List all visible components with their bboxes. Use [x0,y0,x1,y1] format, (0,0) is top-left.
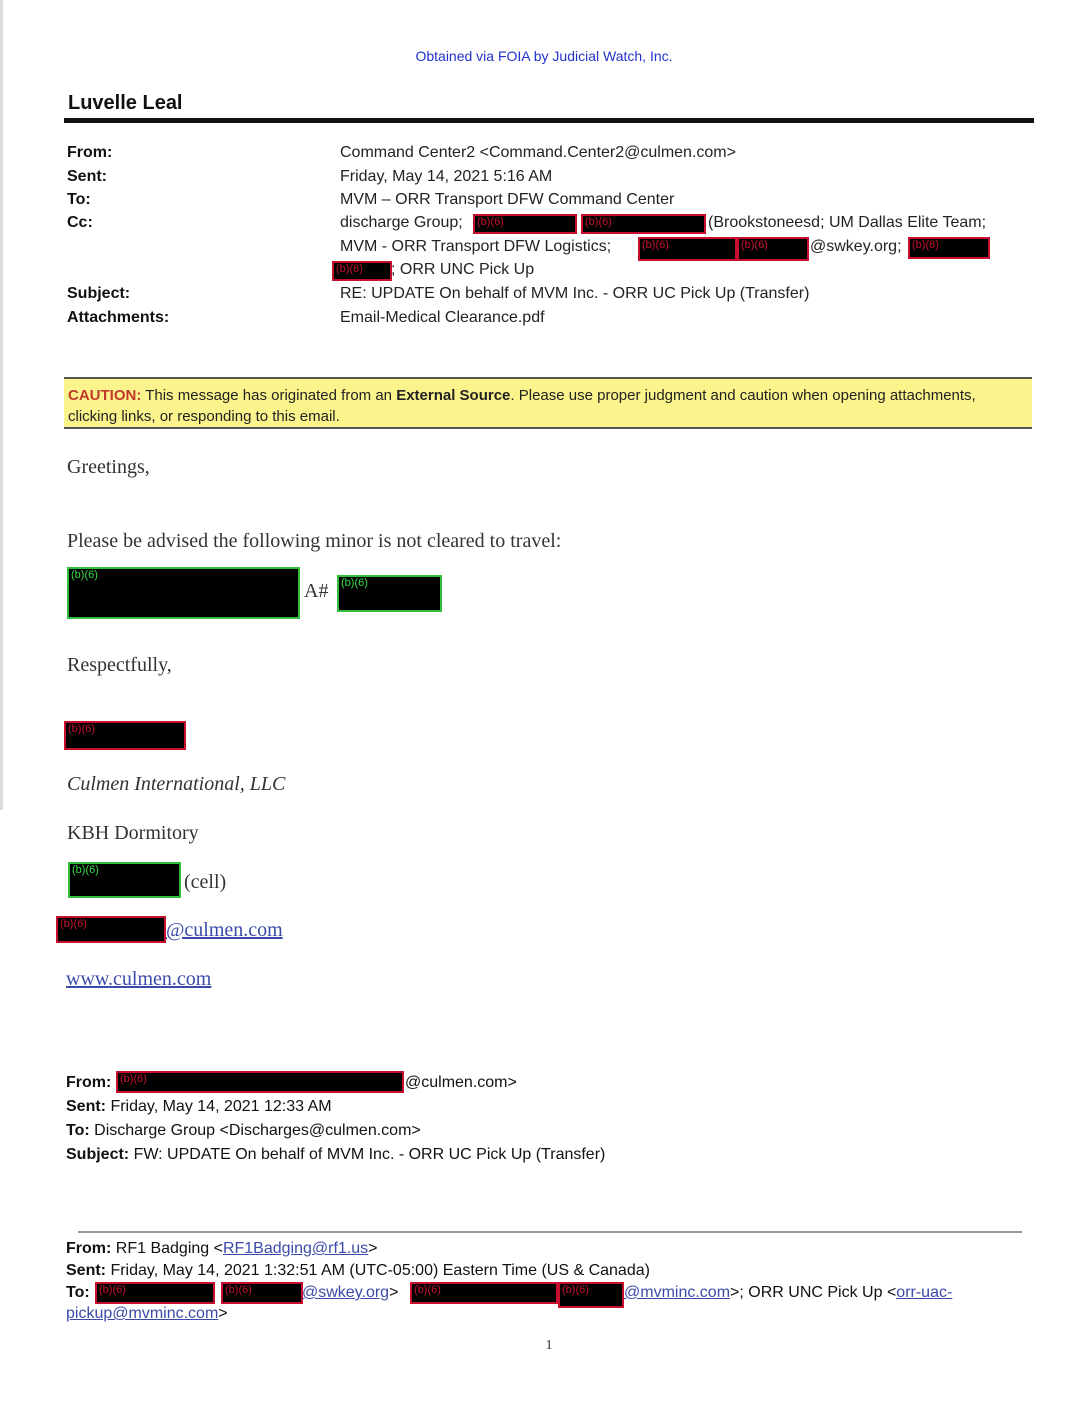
signature-email-link[interactable]: @culmen.com [166,919,283,941]
redaction-code: (b)(6) [72,864,99,876]
caution-title: CAUTION: [68,387,142,404]
redaction-code: (b)(6) [71,569,98,581]
redaction-box [908,237,990,259]
to-value: MVM – ORR Transport DFW Command Center [340,191,675,208]
fwd1-from-suffix: @culmen.com> [405,1074,517,1091]
redaction-code: (b)(6) [341,577,368,589]
dormitory-name: KBH Dormitory [67,822,199,844]
cc-line2-a: MVM - ORR Transport DFW Logistics; [340,238,612,255]
redaction-box [581,214,706,234]
external-source-caution-banner [64,377,1032,429]
attachments-label: Attachments: [67,309,170,326]
caution-text-b: . Please use proper judgment and caution when opening attachments, clicking links, or responding to this email. [68,387,976,425]
fwd2-to-continued: pickup@mvminc.com> [66,1305,228,1322]
redaction-code: (b)(6) [60,918,87,930]
from-label: From: [67,144,113,161]
redaction-box [737,237,809,261]
cc-line2-b: @swkey.org; [810,238,902,255]
redaction-code: (b)(6) [68,723,95,735]
redaction-code: (b)(6) [414,1284,441,1296]
redaction-box [64,721,186,750]
redaction-box [638,237,737,261]
redaction-box [410,1282,558,1304]
redaction-box [332,261,392,281]
redaction-box [67,567,300,619]
fwd1-sent-line: Sent: Friday, May 14, 2021 12:33 AM [66,1098,332,1115]
fwd2-to-label: To: [66,1284,90,1301]
swkey-email-link[interactable]: @swkey.org [302,1284,390,1301]
fwd2-to-swkey: @swkey.org> [302,1284,399,1301]
redaction-code: (b)(6) [585,216,612,228]
mvminc-email-link[interactable]: @mvminc.com [624,1284,731,1301]
mailbox-owner-name: Luvelle Leal [68,92,183,114]
sent-label: Sent: [67,168,107,185]
fwd1-subject-line: Subject: FW: UPDATE On behalf of MVM Inc. - ORR UC Pick Up (Transfer) [66,1146,606,1163]
to-label: To: [67,191,91,208]
fwd2-from-line: From: RF1 Badging <RF1Badging@rf1.us> [66,1240,378,1257]
redaction-box [116,1071,404,1093]
page-number: 1 [545,1338,553,1353]
redaction-code: (b)(6) [99,1284,126,1296]
redaction-code: (b)(6) [477,216,504,228]
orr-uac-pickup-link-start[interactable]: orr-uac- [896,1284,953,1301]
company-name: Culmen International, LLC [67,773,286,795]
cc-line3: ; ORR UNC Pick Up [391,261,535,278]
redaction-box [473,214,577,234]
cc-line1-a: discharge Group; [340,214,463,231]
website-link[interactable]: www.culmen.com [66,968,212,990]
from-value: Command Center2 <Command.Center2@culmen.com> [340,144,736,161]
fwd2-sent-line: Sent: Friday, May 14, 2021 1:32:51 AM (UTC-05:00) Eastern Time (US & Canada) [66,1262,650,1279]
a-number-label: A# [304,580,329,602]
redaction-box [337,575,442,612]
foia-notice: Obtained via FOIA by Judicial Watch, Inc. [415,48,673,64]
cc-label: Cc: [67,214,93,231]
forward-divider [78,1231,1022,1233]
redaction-box [68,862,181,898]
redaction-box [56,916,166,943]
redaction-code: (b)(6) [642,239,669,251]
redaction-box [221,1282,303,1304]
fwd2-to-mvminc: @mvminc.com>; ORR UNC Pick Up <orr-uac- [624,1284,953,1301]
advisory-text: Please be advised the following minor is not cleared to travel: [67,530,562,552]
redaction-box [95,1282,215,1304]
greeting: Greetings, [67,456,150,478]
subject-value: RE: UPDATE On behalf of MVM Inc. - ORR UC Pick Up (Transfer) [340,285,810,302]
cc-line1-b: (Brookstoneesd; UM Dallas Elite Team; [708,214,987,231]
scan-left-edge [0,0,3,810]
cell-label: (cell) [184,871,227,893]
fwd1-to-line: To: Discharge Group <Discharges@culmen.com> [66,1122,421,1139]
redaction-code: (b)(6) [562,1284,589,1296]
sent-value: Friday, May 14, 2021 5:16 AM [340,168,553,185]
redaction-box [558,1282,624,1308]
orr-uac-pickup-link-end[interactable]: pickup@mvminc.com [66,1305,219,1322]
header-divider [64,118,1034,123]
attachment-filename[interactable]: Email-Medical Clearance.pdf [340,309,545,326]
subject-label: Subject: [67,285,131,302]
redaction-code: (b)(6) [912,239,939,251]
redaction-code: (b)(6) [120,1073,147,1085]
redaction-code: (b)(6) [741,239,768,251]
redaction-code: (b)(6) [225,1284,252,1296]
redaction-code: (b)(6) [336,263,363,275]
caution-text-a: This message has originated from an [141,387,397,404]
rf1-badging-email-link[interactable]: RF1Badging@rf1.us [222,1240,369,1257]
closing: Respectfully, [67,654,172,676]
fwd1-from-line: From: [66,1074,112,1091]
caution-text-bold: External Source [396,387,511,404]
